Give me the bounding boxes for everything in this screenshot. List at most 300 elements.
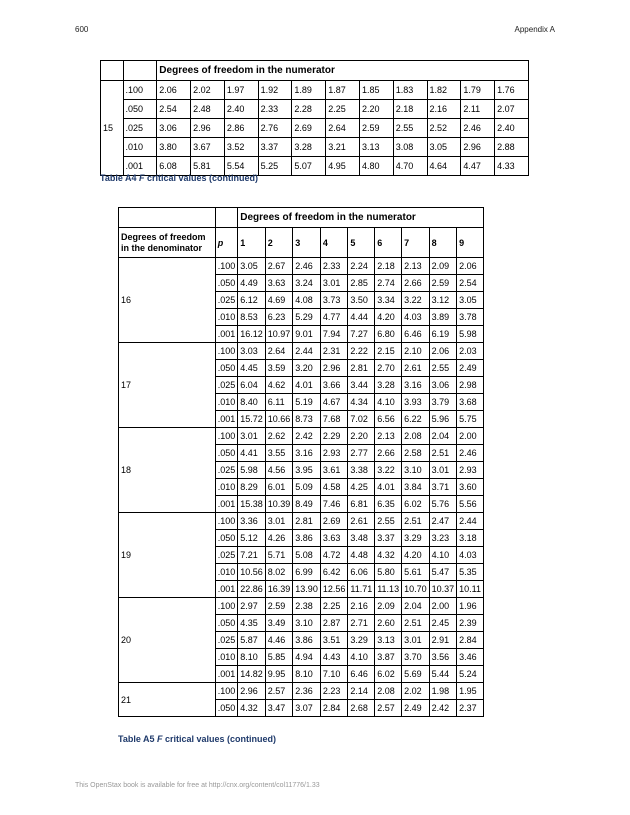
critical-value-cell: 2.33 <box>258 100 292 119</box>
column-header: 1 <box>238 228 266 258</box>
critical-value-cell: 4.47 <box>461 157 495 176</box>
critical-value-cell: 2.20 <box>348 428 375 445</box>
p-value-cell: .025 <box>215 547 238 564</box>
critical-value-cell: 3.66 <box>320 377 348 394</box>
table-row <box>119 683 484 700</box>
blank-header-cell <box>119 208 216 228</box>
critical-value-cell: 6.99 <box>293 564 321 581</box>
critical-value-cell: 2.25 <box>320 598 348 615</box>
critical-value-cell: 2.51 <box>402 615 430 632</box>
critical-value-cell: 2.76 <box>258 119 292 138</box>
p-value-cell: .001 <box>215 326 238 343</box>
critical-value-cell: 2.31 <box>320 343 348 360</box>
table-row <box>119 513 484 530</box>
critical-value-cell: 3.06 <box>157 119 191 138</box>
critical-value-cell: 8.73 <box>293 411 321 428</box>
critical-value-cell: 5.80 <box>375 564 402 581</box>
critical-value-cell: 6.23 <box>265 309 293 326</box>
critical-value-cell: 8.10 <box>293 666 321 683</box>
critical-value-cell: 4.33 <box>495 157 529 176</box>
critical-value-cell: 2.47 <box>429 513 457 530</box>
critical-value-cell: 5.12 <box>238 530 266 547</box>
critical-value-cell: 2.55 <box>429 360 457 377</box>
critical-value-cell: 2.16 <box>348 598 375 615</box>
critical-value-cell: 2.54 <box>157 100 191 119</box>
critical-value-cell: 2.62 <box>265 428 293 445</box>
critical-value-cell: 6.11 <box>265 394 293 411</box>
p-value-cell: .100 <box>215 343 238 360</box>
denominator-cell: 20 <box>119 598 216 683</box>
critical-value-cell: 6.01 <box>265 479 293 496</box>
critical-value-cell: 2.85 <box>348 275 375 292</box>
critical-value-cell: 9.95 <box>265 666 293 683</box>
critical-value-cell: 1.85 <box>359 81 393 100</box>
critical-value-cell: 10.39 <box>265 496 293 513</box>
critical-value-cell: 2.04 <box>402 598 430 615</box>
critical-value-cell: 2.06 <box>157 81 191 100</box>
critical-value-cell: 2.22 <box>348 343 375 360</box>
critical-value-cell: 4.80 <box>359 157 393 176</box>
critical-value-cell: 2.09 <box>375 598 402 615</box>
critical-value-cell: 5.76 <box>429 496 457 513</box>
blank-header-cell <box>215 208 238 228</box>
critical-value-cell: 5.96 <box>429 411 457 428</box>
table-a4-caption: Table A4 F critical values (continued) <box>100 173 259 183</box>
critical-value-cell: 5.98 <box>457 326 484 343</box>
p-value-cell: .100 <box>215 513 238 530</box>
critical-value-cell: 5.24 <box>457 666 484 683</box>
p-value-cell: .010 <box>215 394 238 411</box>
critical-value-cell: 4.67 <box>320 394 348 411</box>
column-header: 7 <box>402 228 430 258</box>
critical-value-cell: 7.68 <box>320 411 348 428</box>
p-value-cell: .010 <box>215 309 238 326</box>
critical-value-cell: 2.61 <box>348 513 375 530</box>
critical-value-cell: 1.87 <box>326 81 360 100</box>
critical-value-cell: 5.87 <box>238 632 266 649</box>
critical-value-cell: 4.69 <box>265 292 293 309</box>
critical-value-cell: 4.03 <box>402 309 430 326</box>
critical-value-cell: 5.69 <box>402 666 430 683</box>
critical-value-cell: 5.08 <box>293 547 321 564</box>
critical-value-cell: 2.06 <box>429 343 457 360</box>
table-row <box>101 100 529 119</box>
critical-value-cell: 6.35 <box>375 496 402 513</box>
critical-value-cell: 2.49 <box>402 700 430 717</box>
critical-value-cell: 5.19 <box>293 394 321 411</box>
p-value-cell: .010 <box>123 138 157 157</box>
critical-value-cell: 4.01 <box>293 377 321 394</box>
critical-value-cell: 2.57 <box>265 683 293 700</box>
critical-value-cell: 2.16 <box>427 100 461 119</box>
critical-value-cell: 2.70 <box>375 360 402 377</box>
critical-value-cell: 3.20 <box>293 360 321 377</box>
critical-value-cell: 2.57 <box>375 700 402 717</box>
p-value-cell: .100 <box>123 81 157 100</box>
critical-value-cell: 2.03 <box>457 343 484 360</box>
critical-value-cell: 2.38 <box>293 598 321 615</box>
critical-value-cell: 2.02 <box>402 683 430 700</box>
column-header: 4 <box>320 228 348 258</box>
critical-value-cell: 3.55 <box>265 445 293 462</box>
critical-value-cell: 2.49 <box>457 360 484 377</box>
critical-value-cell: 3.16 <box>402 377 430 394</box>
critical-value-cell: 3.18 <box>457 530 484 547</box>
critical-value-cell: 12.56 <box>320 581 348 598</box>
table-row <box>101 119 529 138</box>
critical-value-cell: 4.44 <box>348 309 375 326</box>
critical-value-cell: 3.68 <box>457 394 484 411</box>
critical-value-cell: 2.60 <box>375 615 402 632</box>
critical-value-cell: 3.01 <box>238 428 266 445</box>
critical-value-cell: 4.34 <box>348 394 375 411</box>
critical-value-cell: 3.37 <box>375 530 402 547</box>
critical-value-cell: 6.42 <box>320 564 348 581</box>
critical-value-cell: 3.28 <box>292 138 326 157</box>
critical-value-cell: 2.04 <box>429 428 457 445</box>
critical-value-cell: 6.56 <box>375 411 402 428</box>
critical-value-cell: 1.95 <box>457 683 484 700</box>
column-header: 2 <box>265 228 293 258</box>
critical-value-cell: 2.66 <box>402 275 430 292</box>
p-value-cell: .001 <box>215 666 238 683</box>
critical-value-cell: 2.71 <box>348 615 375 632</box>
critical-value-cell: 4.43 <box>320 649 348 666</box>
critical-value-cell: 2.96 <box>320 360 348 377</box>
critical-value-cell: 1.92 <box>258 81 292 100</box>
column-header: 3 <box>293 228 321 258</box>
denominator-header: Degrees of freedom in the denominator <box>119 228 216 258</box>
table-a5-caption: Table A5 F critical values (continued) <box>118 734 277 744</box>
critical-value-cell: 2.46 <box>293 258 321 275</box>
critical-value-cell: 2.44 <box>457 513 484 530</box>
critical-value-cell: 2.06 <box>457 258 484 275</box>
p-value-cell: .001 <box>215 411 238 428</box>
critical-value-cell: 3.71 <box>429 479 457 496</box>
critical-value-cell: 6.80 <box>375 326 402 343</box>
critical-value-cell: 7.46 <box>320 496 348 513</box>
critical-value-cell: 2.42 <box>293 428 321 445</box>
critical-value-cell: 10.37 <box>429 581 457 598</box>
critical-value-cell: 2.68 <box>348 700 375 717</box>
critical-value-cell: 3.22 <box>402 292 430 309</box>
critical-value-cell: 4.10 <box>375 394 402 411</box>
critical-value-cell: 10.56 <box>238 564 266 581</box>
critical-value-cell: 5.85 <box>265 649 293 666</box>
critical-value-cell: 1.98 <box>429 683 457 700</box>
critical-value-cell: 4.32 <box>375 547 402 564</box>
critical-value-cell: 2.44 <box>293 343 321 360</box>
critical-value-cell: 2.64 <box>265 343 293 360</box>
critical-value-cell: 3.73 <box>320 292 348 309</box>
critical-value-cell: 2.59 <box>265 598 293 615</box>
p-value-cell: .025 <box>123 119 157 138</box>
p-value-cell: .100 <box>215 683 238 700</box>
p-value-cell: .100 <box>215 428 238 445</box>
critical-value-cell: 4.25 <box>348 479 375 496</box>
table-row <box>119 598 484 615</box>
critical-value-cell: 2.46 <box>457 445 484 462</box>
blank-header-cell <box>123 61 157 81</box>
critical-value-cell: 4.10 <box>348 649 375 666</box>
critical-value-cell: 3.29 <box>402 530 430 547</box>
critical-value-cell: 2.40 <box>224 100 258 119</box>
critical-value-cell: 4.41 <box>238 445 266 462</box>
critical-value-cell: 3.60 <box>457 479 484 496</box>
critical-value-cell: 7.21 <box>238 547 266 564</box>
denominator-cell: 18 <box>119 428 216 513</box>
critical-value-cell: 1.97 <box>224 81 258 100</box>
critical-value-cell: 2.59 <box>429 275 457 292</box>
table-a5-continued <box>118 207 484 717</box>
critical-value-cell: 2.10 <box>402 343 430 360</box>
critical-value-cell: 6.46 <box>348 666 375 683</box>
critical-value-cell: 3.49 <box>265 615 293 632</box>
p-header-label: p <box>217 237 224 248</box>
critical-value-cell: 3.47 <box>265 700 293 717</box>
p-value-cell: .010 <box>215 649 238 666</box>
critical-value-cell: 4.64 <box>427 157 461 176</box>
p-value-cell: .025 <box>215 377 238 394</box>
critical-value-cell: 3.80 <box>157 138 191 157</box>
table-row <box>119 258 484 275</box>
critical-value-cell: 2.18 <box>393 100 427 119</box>
critical-value-cell: 3.95 <box>293 462 321 479</box>
critical-value-cell: 11.71 <box>348 581 375 598</box>
critical-value-cell: 3.23 <box>429 530 457 547</box>
critical-value-cell: 2.69 <box>320 513 348 530</box>
critical-value-cell: 2.11 <box>461 100 495 119</box>
critical-value-cell: 3.52 <box>224 138 258 157</box>
critical-value-cell: 2.24 <box>348 258 375 275</box>
column-header: 8 <box>429 228 457 258</box>
critical-value-cell: 4.48 <box>348 547 375 564</box>
p-value-cell: .010 <box>215 479 238 496</box>
critical-value-cell: 15.38 <box>238 496 266 513</box>
critical-value-cell: 1.76 <box>495 81 529 100</box>
critical-value-cell: 2.81 <box>293 513 321 530</box>
critical-value-cell: 3.63 <box>265 275 293 292</box>
critical-value-cell: 2.84 <box>457 632 484 649</box>
critical-value-cell: 4.62 <box>265 377 293 394</box>
critical-value-cell: 1.79 <box>461 81 495 100</box>
critical-value-cell: 2.66 <box>375 445 402 462</box>
critical-value-cell: 16.12 <box>238 326 266 343</box>
critical-value-cell: 2.42 <box>429 700 457 717</box>
critical-value-cell: 4.95 <box>326 157 360 176</box>
critical-value-cell: 5.81 <box>191 157 225 176</box>
critical-value-cell: 5.35 <box>457 564 484 581</box>
critical-value-cell: 6.19 <box>429 326 457 343</box>
critical-value-cell: 2.51 <box>402 513 430 530</box>
critical-value-cell: 2.13 <box>375 428 402 445</box>
critical-value-cell: 4.32 <box>238 700 266 717</box>
critical-value-cell: 3.59 <box>265 360 293 377</box>
denominator-cell: 21 <box>119 683 216 717</box>
critical-value-cell: 5.71 <box>265 547 293 564</box>
table-row <box>119 428 484 445</box>
critical-value-cell: 3.86 <box>293 530 321 547</box>
critical-value-cell: 4.72 <box>320 547 348 564</box>
critical-value-cell: 2.13 <box>402 258 430 275</box>
critical-value-cell: 7.02 <box>348 411 375 428</box>
page-footer: This OpenStax book is available for free at http://cnx.org/content/col11776/1.33 <box>75 782 320 789</box>
critical-value-cell: 3.06 <box>429 377 457 394</box>
critical-value-cell: 4.03 <box>457 547 484 564</box>
critical-value-cell: 2.91 <box>429 632 457 649</box>
critical-value-cell: 8.49 <box>293 496 321 513</box>
critical-value-cell: 4.20 <box>402 547 430 564</box>
critical-value-cell: 2.54 <box>457 275 484 292</box>
critical-value-cell: 2.96 <box>238 683 266 700</box>
critical-value-cell: 3.08 <box>393 138 427 157</box>
critical-value-cell: 2.96 <box>191 119 225 138</box>
critical-value-cell: 2.69 <box>292 119 326 138</box>
p-value-cell: .050 <box>215 615 238 632</box>
critical-value-cell: 3.05 <box>238 258 266 275</box>
critical-value-cell: 16.39 <box>265 581 293 598</box>
critical-value-cell: 3.86 <box>293 632 321 649</box>
critical-value-cell: 2.00 <box>429 598 457 615</box>
critical-value-cell: 3.29 <box>348 632 375 649</box>
table-row <box>101 138 529 157</box>
p-value-cell: .050 <box>215 700 238 717</box>
critical-value-cell: 2.81 <box>348 360 375 377</box>
critical-value-cell: 2.87 <box>320 615 348 632</box>
critical-value-cell: 2.33 <box>320 258 348 275</box>
critical-value-cell: 2.86 <box>224 119 258 138</box>
critical-value-cell: 2.52 <box>427 119 461 138</box>
critical-value-cell: 3.03 <box>238 343 266 360</box>
critical-value-cell: 2.46 <box>461 119 495 138</box>
critical-value-cell: 2.88 <box>495 138 529 157</box>
critical-value-cell: 2.97 <box>238 598 266 615</box>
critical-value-cell: 3.01 <box>429 462 457 479</box>
critical-value-cell: 3.78 <box>457 309 484 326</box>
critical-value-cell: 8.40 <box>238 394 266 411</box>
critical-value-cell: 3.38 <box>348 462 375 479</box>
critical-value-cell: 3.01 <box>320 275 348 292</box>
critical-value-cell: 3.63 <box>320 530 348 547</box>
critical-value-cell: 5.09 <box>293 479 321 496</box>
table-row <box>119 343 484 360</box>
critical-value-cell: 2.93 <box>320 445 348 462</box>
p-value-cell: .025 <box>215 292 238 309</box>
critical-value-cell: 4.01 <box>375 479 402 496</box>
critical-value-cell: 3.61 <box>320 462 348 479</box>
critical-value-cell: 10.70 <box>402 581 430 598</box>
p-value-cell: .010 <box>215 564 238 581</box>
critical-value-cell: 10.11 <box>457 581 484 598</box>
critical-value-cell: 6.81 <box>348 496 375 513</box>
critical-value-cell: 2.37 <box>457 700 484 717</box>
p-value-cell: .001 <box>215 496 238 513</box>
critical-value-cell: 4.70 <box>393 157 427 176</box>
critical-value-cell: 2.55 <box>375 513 402 530</box>
critical-value-cell: 6.02 <box>402 496 430 513</box>
critical-value-cell: 3.50 <box>348 292 375 309</box>
critical-value-cell: 4.20 <box>375 309 402 326</box>
critical-value-cell: 5.25 <box>258 157 292 176</box>
critical-value-cell: 3.13 <box>359 138 393 157</box>
critical-value-cell: 2.28 <box>292 100 326 119</box>
critical-value-cell: 3.24 <box>293 275 321 292</box>
critical-value-cell: 4.35 <box>238 615 266 632</box>
critical-value-cell: 8.29 <box>238 479 266 496</box>
critical-value-cell: 2.20 <box>359 100 393 119</box>
critical-value-cell: 3.12 <box>429 292 457 309</box>
numerator-header: Degrees of freedom in the numerator <box>238 208 484 228</box>
critical-value-cell: 3.05 <box>457 292 484 309</box>
critical-value-cell: 3.56 <box>429 649 457 666</box>
critical-value-cell: 6.06 <box>348 564 375 581</box>
critical-value-cell: 2.59 <box>359 119 393 138</box>
denominator-cell: 16 <box>119 258 216 343</box>
p-header <box>215 228 238 258</box>
critical-value-cell: 15.72 <box>238 411 266 428</box>
blank-header-cell <box>101 61 124 81</box>
table-header-row <box>119 208 484 228</box>
column-header: 6 <box>375 228 402 258</box>
critical-value-cell: 5.75 <box>457 411 484 428</box>
page-number: 600 <box>75 25 89 34</box>
critical-value-cell: 3.51 <box>320 632 348 649</box>
critical-value-cell: 2.18 <box>375 258 402 275</box>
critical-value-cell: 3.10 <box>293 615 321 632</box>
column-header: 9 <box>457 228 484 258</box>
table-a4-continued <box>100 60 529 176</box>
critical-value-cell: 2.48 <box>191 100 225 119</box>
critical-value-cell: 2.64 <box>326 119 360 138</box>
p-value-cell: .001 <box>123 157 157 176</box>
critical-value-cell: 1.82 <box>427 81 461 100</box>
critical-value-cell: 4.58 <box>320 479 348 496</box>
critical-value-cell: 6.02 <box>375 666 402 683</box>
critical-value-cell: 2.07 <box>495 100 529 119</box>
table-subheader-row <box>119 228 484 258</box>
critical-value-cell: 3.46 <box>457 649 484 666</box>
critical-value-cell: 5.61 <box>402 564 430 581</box>
critical-value-cell: 3.67 <box>191 138 225 157</box>
critical-value-cell: 14.82 <box>238 666 266 683</box>
critical-value-cell: 6.04 <box>238 377 266 394</box>
critical-value-cell: 13.90 <box>293 581 321 598</box>
critical-value-cell: 9.01 <box>293 326 321 343</box>
critical-value-cell: 2.14 <box>348 683 375 700</box>
p-value-cell: .050 <box>215 275 238 292</box>
critical-value-cell: 2.08 <box>375 683 402 700</box>
critical-value-cell: 3.05 <box>427 138 461 157</box>
critical-value-cell: 8.53 <box>238 309 266 326</box>
numerator-header: Degrees of freedom in the numerator <box>157 61 529 81</box>
critical-value-cell: 2.00 <box>457 428 484 445</box>
critical-value-cell: 1.89 <box>292 81 326 100</box>
critical-value-cell: 4.46 <box>265 632 293 649</box>
p-value-cell: .001 <box>215 581 238 598</box>
critical-value-cell: 4.94 <box>293 649 321 666</box>
critical-value-cell: 2.40 <box>495 119 529 138</box>
critical-value-cell: 6.22 <box>402 411 430 428</box>
critical-value-cell: 3.87 <box>375 649 402 666</box>
denominator-cell: 19 <box>119 513 216 598</box>
critical-value-cell: 2.98 <box>457 377 484 394</box>
critical-value-cell: 6.08 <box>157 157 191 176</box>
critical-value-cell: 2.96 <box>461 138 495 157</box>
critical-value-cell: 2.08 <box>402 428 430 445</box>
critical-value-cell: 3.07 <box>293 700 321 717</box>
p-value-cell: .050 <box>215 360 238 377</box>
critical-value-cell: 3.37 <box>258 138 292 157</box>
